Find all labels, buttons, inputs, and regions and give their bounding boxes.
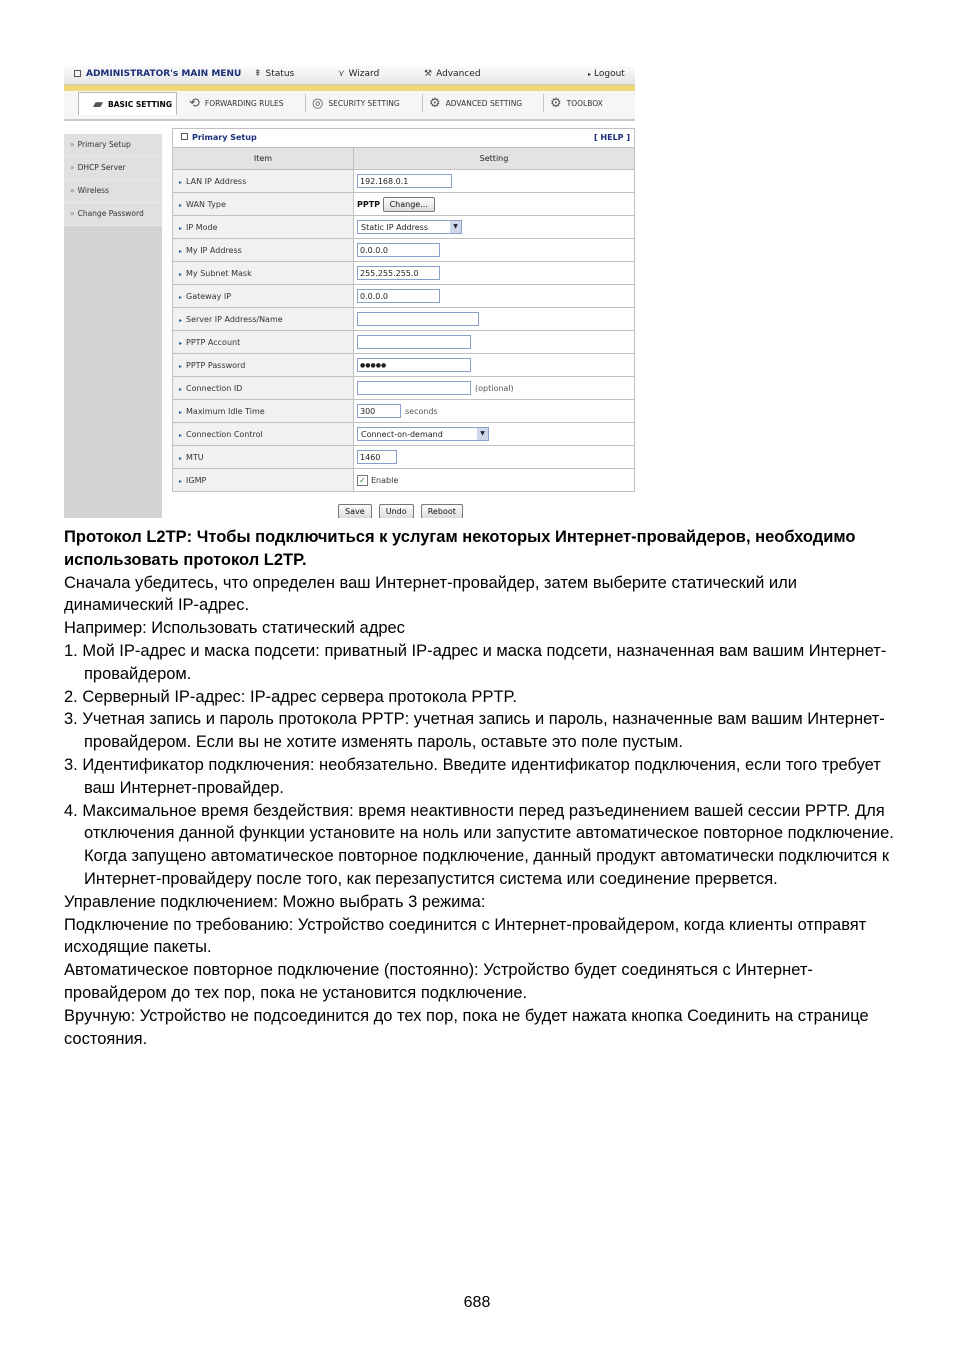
column-header-item: Item: [173, 148, 354, 170]
panel-header: [172, 128, 635, 147]
arrow-right-icon: ▸: [179, 178, 183, 186]
paragraph: Вручную: Устройство не подсоединится до тех пор, пока не будет нажата кнопка Соединить на странице состояния.: [64, 1006, 869, 1048]
advanced-icon: ⚒: [424, 69, 433, 79]
row-label: ▸ WAN Type: [173, 193, 354, 216]
row-setting: [354, 193, 635, 216]
sidebar-item-change-password[interactable]: [64, 203, 162, 226]
save-button[interactable]: Save: [338, 504, 372, 518]
row-setting: [354, 354, 635, 377]
paragraph: Подключение по требованию: Устройство соединится с Интернет-провайдером, когда клиенты отправят исходящие пакеты.: [64, 915, 867, 957]
optional-note: (optional): [475, 383, 514, 393]
connection-id-input[interactable]: [357, 381, 471, 395]
tab-label: TOOLBOX: [566, 98, 603, 108]
arrow-right-icon: ▸: [179, 316, 183, 324]
row-label: ▸ My Subnet Mask: [173, 262, 354, 285]
panel-square-icon: [181, 133, 188, 140]
mtu-input[interactable]: 1460: [357, 450, 397, 464]
row-setting: [354, 216, 635, 239]
settings-table: [172, 147, 635, 492]
tab-security-setting[interactable]: [312, 92, 400, 114]
help-link[interactable]: [ HELP ]: [593, 133, 630, 142]
arrow-right-icon: ▸: [179, 362, 183, 370]
sidebar-item-label: Wireless: [77, 186, 109, 195]
subnet-mask-input[interactable]: 255.255.255.0: [357, 266, 440, 280]
tab-bar: [64, 85, 635, 121]
igmp-enable-label: Enable: [371, 475, 399, 485]
menu-square-icon: [74, 70, 81, 77]
list-item: 3. Идентификатор подключения: необязательно. Введите идентификатор подключения, если того требует ваш Интернет-провайдер.: [64, 755, 881, 797]
pptp-password-input[interactable]: ●●●●●: [357, 358, 471, 372]
reboot-button[interactable]: Reboot: [421, 504, 463, 518]
arrow-right-icon: ▸: [179, 293, 183, 301]
arrow-right-icon: ▸: [179, 431, 183, 439]
logout-link[interactable]: [588, 69, 625, 79]
tab-divider: [543, 94, 544, 112]
arrow-right-icon: ▸: [179, 454, 183, 462]
tab-divider: [422, 94, 423, 112]
page-number: 688: [463, 1294, 491, 1311]
logout-label: Logout: [594, 69, 625, 79]
ip-mode-select[interactable]: [357, 220, 462, 234]
tab-basic-setting[interactable]: [78, 92, 177, 115]
tab-label: FORWARDING RULES: [204, 98, 284, 108]
igmp-enable-checkbox[interactable]: ✓: [357, 475, 368, 486]
tab-toolbox[interactable]: [550, 92, 603, 114]
row-label: ▸ Maximum Idle Time: [173, 400, 354, 423]
arrow-right-icon: ▸: [179, 339, 183, 347]
status-link[interactable]: [254, 69, 294, 79]
table-row: [173, 423, 635, 446]
table-row: [173, 216, 635, 239]
status-label: Status: [265, 69, 295, 79]
arrow-right-icon: ▸: [588, 71, 592, 78]
change-wan-type-button[interactable]: Change...: [383, 197, 435, 212]
paragraph: Управление подключением: Можно выбрать 3 режима:: [64, 892, 486, 911]
advanced-link[interactable]: [424, 69, 481, 79]
row-setting: [354, 377, 635, 400]
row-label: ▸ IP Mode: [173, 216, 354, 239]
tab-advanced-setting[interactable]: [429, 92, 522, 114]
wizard-link[interactable]: [338, 69, 379, 79]
section-heading: Протокол L2TP: Чтобы подключиться к услугам некоторых Интернет-провайдеров, необходимо использовать протокол L2TP.: [64, 528, 856, 569]
row-label: ▸ Gateway IP: [173, 285, 354, 308]
advanced-setting-icon: ⚙: [429, 95, 441, 111]
row-label: ▸ My IP Address: [173, 239, 354, 262]
table-row: [173, 262, 635, 285]
row-label: ▸ MTU: [173, 446, 354, 469]
sidebar-item-label: Primary Setup: [77, 140, 131, 149]
seconds-label: seconds: [405, 406, 438, 416]
status-icon: ⇞: [254, 69, 262, 79]
admin-main-menu-link[interactable]: [74, 69, 241, 79]
chevron-down-icon: ▼: [450, 221, 461, 233]
row-label: ▸ PPTP Password: [173, 354, 354, 377]
book-icon: ▰: [93, 96, 103, 112]
sidebar-item-wireless[interactable]: [64, 180, 162, 203]
router-screenshot: [64, 66, 635, 518]
row-label: ▸ Connection ID: [173, 377, 354, 400]
row-setting: [354, 423, 635, 446]
top-menu-bar: [64, 66, 635, 85]
row-setting: [354, 400, 635, 423]
sidebar-item-label: Change Password: [77, 209, 144, 218]
bullet-icon: »: [70, 140, 75, 149]
row-setting: [354, 239, 635, 262]
arrow-right-icon: ▸: [179, 408, 183, 416]
tab-forwarding-rules[interactable]: [189, 92, 284, 114]
my-ip-input[interactable]: 0.0.0.0: [357, 243, 440, 257]
table-row: [173, 239, 635, 262]
toolbox-icon: ⚙: [550, 95, 562, 111]
chevron-down-icon: ▼: [477, 428, 488, 440]
table-row: [173, 193, 635, 216]
bullet-icon: »: [70, 209, 75, 218]
wizard-label: Wizard: [348, 69, 380, 79]
list-item: 4. Максимальное время бездействия: время неактивности перед разъединением вашей сессии PPTP. Для отключения данной функции установите на ноль или запустите автоматическое повторное подключение. Когда запущено автоматическое повторное подключение, данный продукт автоматически подключится к Интернет-провайдеру после того, как перезапустится система или соединение прервется.: [64, 801, 894, 888]
table-row: [173, 170, 635, 193]
connection-control-select[interactable]: [357, 427, 489, 441]
tab-label: ADVANCED SETTING: [445, 98, 523, 108]
tab-label: SECURITY SETTING: [328, 98, 400, 108]
table-header-row: [173, 148, 635, 170]
list-item: 2. Серверный IP-адрес: IP-адрес сервера протокола PPTP.: [64, 687, 517, 706]
row-label: ▸ Server IP Address/Name: [173, 308, 354, 331]
wizard-icon: ⋎: [338, 69, 345, 79]
table-row: [173, 354, 635, 377]
paragraph: Автоматическое повторное подключение (постоянно): Устройство будет соединяться с Интернет-провайдером до тех пор, пока не установится подключение.: [64, 961, 813, 1002]
advanced-label: Advanced: [436, 69, 481, 79]
sidebar-item-label: DHCP Server: [77, 163, 126, 172]
arrow-right-icon: ▸: [179, 201, 183, 209]
ip-mode-selected: Static IP Address: [361, 222, 429, 232]
row-setting: [354, 446, 635, 469]
row-setting: [354, 285, 635, 308]
arrow-right-icon: ▸: [179, 224, 183, 232]
arrow-right-icon: ▸: [179, 247, 183, 255]
forwarding-icon: ⟲: [189, 95, 200, 111]
tab-label: BASIC SETTING: [108, 99, 172, 109]
row-setting: [354, 170, 635, 193]
gateway-ip-input[interactable]: 0.0.0.0: [357, 289, 440, 303]
table-row: [173, 331, 635, 354]
wan-type-value: PPTP: [357, 199, 381, 209]
table-row: [173, 446, 635, 469]
panel-title-text: Primary Setup: [192, 133, 257, 142]
list-item: 3. Учетная запись и пароль протокола PPTP: учетная запись и пароль, назначенные вам вашим Интернет-провайдером. Если вы не хотите изменять пароль, оставьте это поле пустым.: [64, 710, 885, 752]
row-label: ▸ LAN IP Address: [173, 170, 354, 193]
sidebar-item-primary-setup[interactable]: [64, 134, 162, 157]
row-setting: [354, 262, 635, 285]
document-body: [64, 526, 894, 1050]
table-row: [173, 400, 635, 423]
arrow-right-icon: ▸: [179, 477, 183, 485]
bullet-icon: »: [70, 163, 75, 172]
connection-control-selected: Connect-on-demand: [361, 429, 443, 439]
paragraph: Например: Использовать статический адрес: [64, 619, 405, 638]
primary-setup-panel: [172, 128, 635, 492]
row-label: ▸ IGMP: [173, 469, 354, 492]
bullet-icon: »: [70, 186, 75, 195]
security-icon: ◎: [312, 95, 324, 111]
panel-title: [181, 133, 257, 142]
list-item: 1. Мой IP-адрес и маска подсети: приватный IP-адрес и маска подсети, назначенная вам вашим Интернет-провайдером.: [64, 641, 887, 683]
admin-main-menu-label: ADMINISTRATOR's MAIN MENU: [86, 69, 242, 79]
server-ip-input[interactable]: [357, 312, 479, 326]
row-label: ▸ PPTP Account: [173, 331, 354, 354]
arrow-right-icon: ▸: [179, 385, 183, 393]
table-row: [173, 285, 635, 308]
table-row: [173, 469, 635, 492]
table-row: [173, 377, 635, 400]
sidebar-item-dhcp-server[interactable]: [64, 157, 162, 180]
pptp-account-input[interactable]: [357, 335, 471, 349]
arrow-right-icon: ▸: [179, 270, 183, 278]
undo-button[interactable]: Undo: [379, 504, 414, 518]
row-setting: [354, 308, 635, 331]
sidebar: [64, 134, 162, 518]
lan-ip-input[interactable]: 192.168.0.1: [357, 174, 452, 188]
idle-time-input[interactable]: 300: [357, 404, 401, 418]
tab-divider: [305, 94, 306, 112]
row-label: ▸ Connection Control: [173, 423, 354, 446]
column-header-setting: Setting: [354, 148, 635, 170]
action-buttons: [338, 501, 465, 518]
paragraph: Сначала убедитесь, что определен ваш Интернет-провайдер, затем выберите статический или динамический IP-адрес.: [64, 573, 797, 615]
row-setting: [354, 469, 635, 492]
row-setting: [354, 331, 635, 354]
tab-bar-accent: [64, 85, 635, 91]
table-row: [173, 308, 635, 331]
